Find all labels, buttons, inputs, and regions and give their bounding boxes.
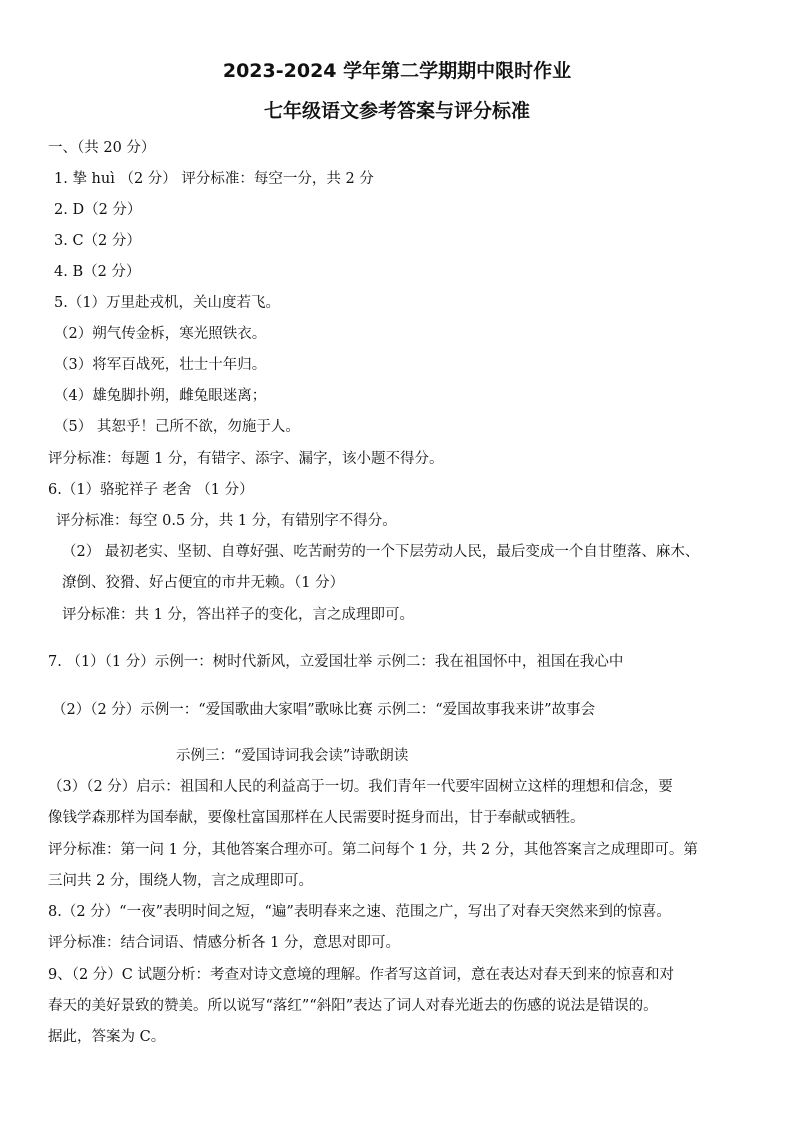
document-title: 2023-2024 学年第二学期期中限时作业 <box>222 60 572 82</box>
grading-criteria: 评分标准：共 1 分，答出祥子的变化，言之成理即可。 <box>62 607 414 623</box>
answer-line: （3）将军百战死，壮士十年归。 <box>54 357 267 373</box>
grading-criteria: 评分标准：每空 0.5 分，共 1 分，有错别字不得分。 <box>56 513 397 529</box>
answer-line: 潦倒、狡猾、好占便宜的市井无赖。（1 分） <box>62 575 345 591</box>
answer-line: 7. （1）（1 分）示例一：树时代新风，立爱国壮举 示例二：我在祖国怀中，祖国在我心中 <box>48 654 624 670</box>
answer-line: （2）（2 分）示例一：“爱国歌曲大家唱”歌咏比赛 示例二：“爱国故事我来讲”故事会 <box>52 702 596 718</box>
answer-line: 示例三：“爱国诗词我会读”诗歌朗读 <box>176 748 409 764</box>
answer-line: （5） 其恕乎！己所不欲，勿施于人。 <box>54 419 300 435</box>
answer-line: 8.（2 分）“一夜”表明时间之短，“遍”表明春来之速、范围之广，写出了对春天突然来到的惊喜。 <box>48 904 671 920</box>
answer-line: （4）雄兔脚扑朔，雌兔眼迷离； <box>54 388 267 404</box>
answer-line: （3）（2 分）启示：祖国和人民的利益高于一切。我们青年一代要牢固树立这样的理想和信念，要 <box>48 779 673 795</box>
answer-line: 9、（2 分）C 试题分析：考查对诗文意境的理解。作者写这首词，意在表达对春天到来的惊喜和对 <box>48 967 675 983</box>
answer-line: （2）朔气传金柝，寒光照铁衣。 <box>54 326 267 342</box>
answer-line: 6.（1）骆驼祥子 老舍 （1 分） <box>48 482 254 498</box>
answer-line: （2） 最初老实、坚韧、自尊好强、吃苦耐劳的一个下层劳动人民，最后变成一个自甘堕落、麻木、 <box>62 544 700 560</box>
answer-line: 4. B（2 分） <box>54 264 141 280</box>
answer-line: 2. D（2 分） <box>54 202 142 218</box>
section-heading: 一、（共 20 分） <box>48 140 156 156</box>
answer-line: 据此，答案为 C。 <box>48 1029 166 1045</box>
answer-line: 3. C（2 分） <box>54 233 141 249</box>
grading-criteria: 评分标准：每题 1 分，有错字、添字、漏字，该小题不得分。 <box>48 451 444 467</box>
answer-line: 1. 挚 huì （2 分） 评分标准：每空一分，共 2 分 <box>54 171 374 187</box>
grading-criteria: 评分标准：结合词语、情感分析各 1 分，意思对即可。 <box>48 935 400 951</box>
answer-line: 春天的美好景致的赞美。所以说写“落红”“斜阳”表达了词人对春光逝去的伤感的说法是错误的。 <box>48 998 658 1014</box>
answer-line: 像钱学森那样为国奉献，要像杜富国那样在人民需要时挺身而出，甘于奉献或牺牲。 <box>48 810 585 826</box>
grading-criteria: 评分标准：第一问 1 分，其他答案合理亦可。第二问每个 1 分，共 2 分，其他答案言之成理即可。第 <box>48 842 698 858</box>
grading-criteria: 三问共 2 分，围绕人物，言之成理即可。 <box>48 873 313 889</box>
document-subtitle: 七年级语文参考答案与评分标准 <box>263 100 530 122</box>
answer-line: 5.（1）万里赴戎机，关山度若飞。 <box>54 295 281 311</box>
